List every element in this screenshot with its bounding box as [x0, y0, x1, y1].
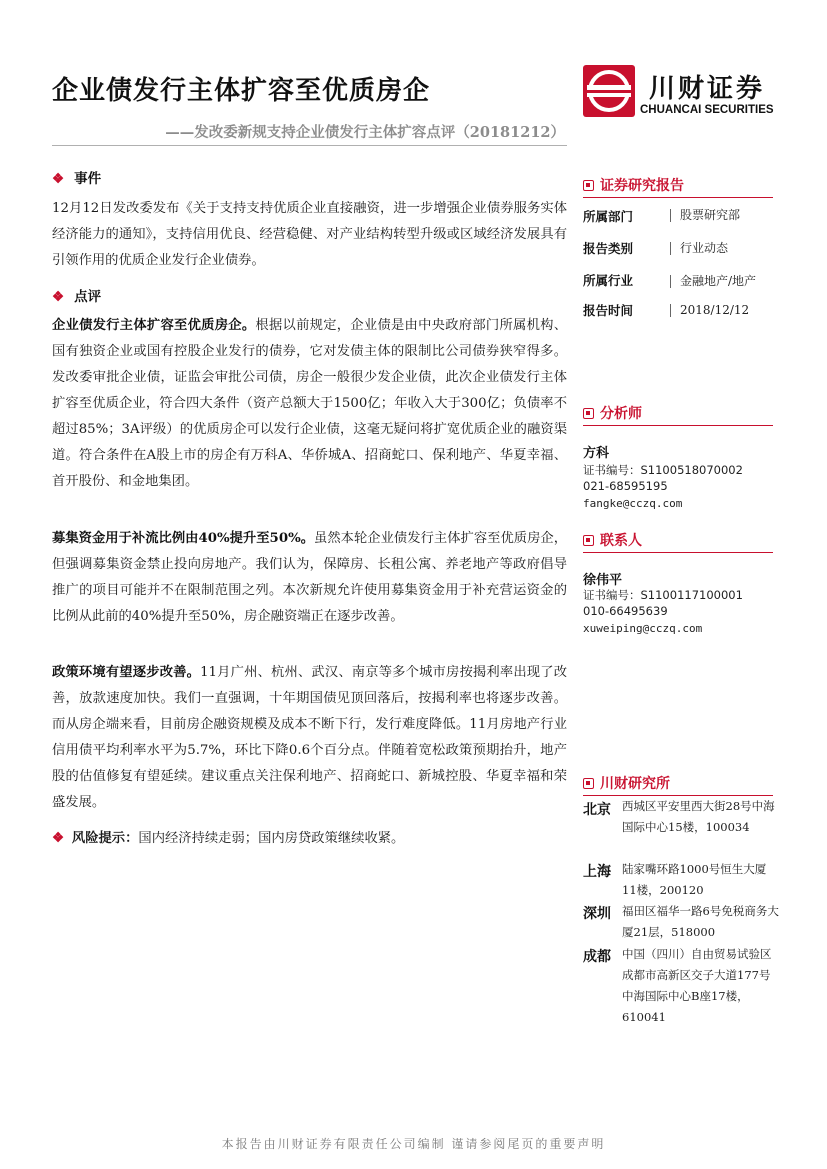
page-footer: 本报告由川财证券有限责任公司编制 谨请参阅尾页的重要声明	[221, 1137, 606, 1151]
square-bullet-icon	[583, 535, 594, 546]
info-label-category: 报告类别	[583, 241, 634, 256]
info-label-department: 所属部门	[583, 209, 634, 224]
info-value-department: 股票研究部	[670, 209, 740, 222]
comment-paragraph-2: 募集资金用于补流比例由40%提升至50%。虽然本轮企业债发行主体扩容至优质房企，但强调募集资金禁止投向房地产。我们认为，保障房、长租公寓、养老地产等政府倡导推广的项目可能并不在限制范围之列。本次新规允许使用募集资金用于补充营运资金的比例从此前的40%提升至50%，房企融资端正在逐步改善。	[52, 531, 568, 624]
info-value-date: 2018/12/12	[670, 304, 749, 317]
paragraph-lead: 政策环境有望逐步改善。	[52, 665, 201, 680]
diamond-bullet-icon: ❖	[52, 289, 65, 305]
paragraph-lead: 募集资金用于补流比例由40%提升至50%。	[52, 531, 315, 546]
paragraph-lead: 企业债发行主体扩容至优质房企。	[52, 318, 256, 333]
office-address-beijing: 西城区平安里西大街28号中海国际中心15楼，100034	[622, 799, 775, 834]
square-bullet-icon	[583, 180, 594, 191]
report-subtitle: ——发改委新规支持企业债发行主体扩容点评（20181212）	[165, 124, 565, 141]
analyst-name: 方科	[583, 446, 610, 461]
section-heading-event: ❖ 事件	[52, 171, 102, 187]
diamond-bullet-icon: ❖	[52, 171, 65, 187]
office-city-beijing: 北京	[583, 802, 611, 818]
sidebar-heading-analyst: 分析师	[583, 403, 773, 426]
contact-email[interactable]: xuweiping@cczq.com	[583, 622, 703, 635]
diamond-bullet-icon: ❖	[52, 831, 64, 846]
section-heading-comment: ❖ 点评	[52, 289, 102, 305]
risk-label: 风险提示：	[71, 831, 139, 846]
info-value-category: 行业动态	[670, 242, 728, 255]
analyst-cert: 证书编号：S1100518070002	[583, 463, 743, 477]
comment-paragraph-3: 政策环境有望逐步改善。11月广州、杭州、武汉、南京等多个城市房按揭利率出现了改善，放款速度加快。我们一直强调，十年期国债见顶回落后，按揭利率也将逐步改善。而从房企端来看，目前房企融资规模及成本不断下行，发行难度降低。11月房地产行业信用债平均利率水平为5.7%，环比下降0.6个百分点。伴随着宽松政策预期抬升，地产股的估值修复有望延续。建议重点关注保利地产、招商蛇口、新城控股、华夏幸福和荣盛发展。	[52, 665, 567, 810]
analyst-email[interactable]: fangke@cczq.com	[583, 497, 683, 510]
logo-chinese-name: 川财证券	[649, 74, 766, 104]
logo-english-name: CHUANCAI SECURITIES	[640, 104, 774, 116]
office-address-shenzhen: 福田区福华一路6号免税商务大厦21层，518000	[622, 904, 779, 939]
office-address-shanghai: 陆家嘴环路1000号恒生大厦11楼，200120	[622, 862, 767, 897]
sidebar-heading-institute: 川财研究所	[583, 773, 773, 796]
office-city-shanghai: 上海	[583, 864, 611, 880]
risk-warning	[52, 827, 404, 846]
contact-phone: 010-66495639	[583, 604, 668, 618]
sidebar-heading-contact: 联系人	[583, 530, 773, 553]
office-city-shenzhen: 深圳	[583, 906, 611, 922]
analyst-phone: 021-68595195	[583, 479, 668, 493]
contact-cert: 证书编号：S1100117100001	[583, 588, 743, 602]
square-bullet-icon	[583, 408, 594, 419]
contact-name: 徐伟平	[583, 573, 623, 588]
info-label-date: 报告时间	[583, 303, 634, 318]
office-address-chengdu: 中国（四川）自由贸易试验区成都市高新区交子大道177号中海国际中心B座17楼，610041	[622, 947, 772, 1024]
chuancai-logo-icon	[583, 65, 635, 117]
comment-paragraph-1: 企业债发行主体扩容至优质房企。根据以前规定，企业债是由中央政府部门所属机构、国有独资企业或国有控股企业发行的债券，它对发债主体的限制比公司债券狭窄得多。发改委审批企业债，证监会审批公司债，房企一般很少发企业债，此次企业债发行主体扩容至优质企业，符合四大条件（资产总额大于1500亿；年收入大于300亿；负债率不超过85%；3A评级）的优质房企可以发行企业债，这毫无疑问将扩宽优质企业的融资渠道。符合条件在A股上市的房企有万科A、华侨城A、招商蛇口、保利地产、华夏幸福、首开股份、和金地集团。	[52, 318, 568, 489]
report-title: 企业债发行主体扩容至优质房企	[52, 76, 431, 106]
sidebar-heading-report: 证券研究报告	[583, 175, 773, 198]
office-city-chengdu: 成都	[583, 949, 611, 965]
risk-text: 国内经济持续走弱；国内房贷政策继续收紧。	[138, 831, 405, 846]
header-divider	[52, 145, 567, 146]
info-label-industry: 所属行业	[583, 273, 634, 288]
info-value-industry: 金融地产/地产	[670, 275, 756, 288]
square-bullet-icon	[583, 778, 594, 789]
event-paragraph: 12月12日发改委发布《关于支持支持优质企业直接融资，进一步增强企业债券服务实体经济能力的通知》，支持信用优良、经营稳健、对产业结构转型升级或区域经济发展具有引领作用的优质企业发行企业债券。	[52, 201, 567, 268]
